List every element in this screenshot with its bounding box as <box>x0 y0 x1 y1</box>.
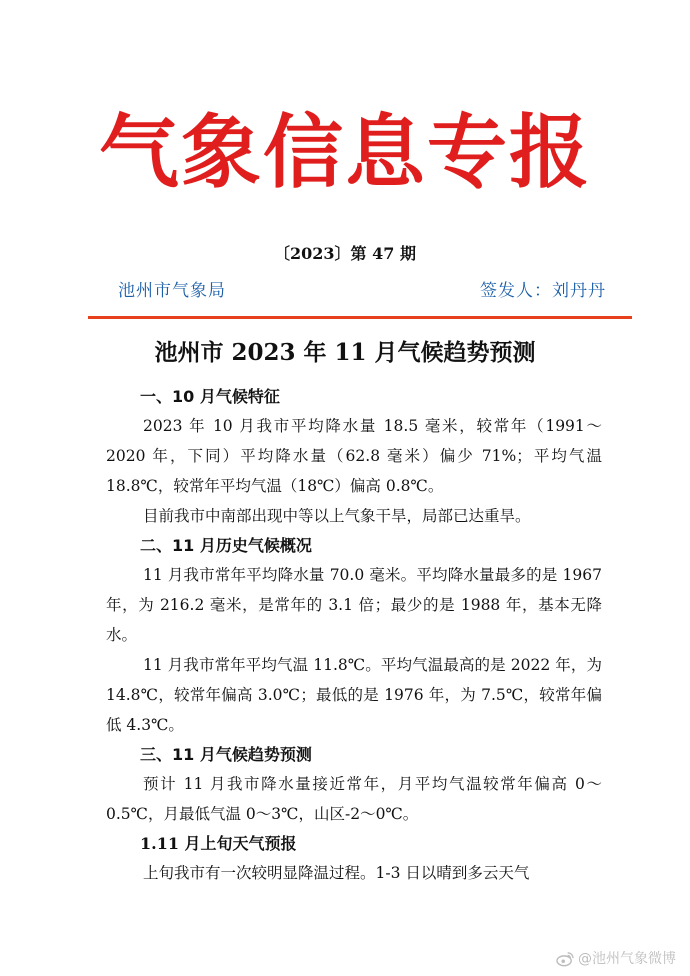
watermark <box>556 950 676 968</box>
paragraph: 上旬我市有一次较明显降温过程。1-3 日以晴到多云天气 <box>143 864 530 882</box>
document-title: 池州市 2023 年 11 月气候趋势预测 <box>154 339 536 366</box>
section-heading: 三、11 月气候趋势预测 <box>140 745 312 764</box>
sub-heading: 1.11 月上旬天气预报 <box>140 834 297 853</box>
header-rule <box>88 316 632 319</box>
paragraph: 11 月我市常年平均降水量 70.0 毫米。平均降水量最多的是 1967 年，为 216.2 毫米，是常年的 3.1 倍；最少的是 1988 年，基本无降水。 <box>106 566 602 644</box>
issue-number: 〔2023〕第 47 期 <box>274 244 416 263</box>
weibo-icon <box>556 951 574 967</box>
section-heading: 二、11 月历史气候概况 <box>140 536 312 555</box>
paragraph: 2023 年 10 月我市平均降水量 18.5 毫米，较常年（1991～2020 年，下同）平均降水量（62.8 毫米）偏少 71%；平均气温 18.8℃，较常年平均气温（18℃）偏高 0.8℃。 <box>106 417 602 495</box>
paragraph: 目前我市中南部出现中等以上气象干旱，局部已达重旱。 <box>143 507 531 525</box>
watermark-text: @池州气象微博 <box>578 951 676 967</box>
section-heading: 一、10 月气候特征 <box>140 387 280 406</box>
document-body <box>106 382 602 888</box>
paragraph: 预计 11 月我市降水量接近常年，月平均气温较常年偏高 0～0.5℃，月最低气温 0～3℃，山区-2～0℃。 <box>106 775 602 823</box>
paragraph: 11 月我市常年平均气温 11.8℃。平均气温最高的是 2022 年，为 14.8℃，较常年偏高 3.0℃；最低的是 1976 年，为 7.5℃，较常年偏低 4.3℃。 <box>106 656 602 734</box>
agency-name: 池州市气象局 <box>118 281 226 301</box>
issuer-name: 签发人：刘丹丹 <box>480 281 606 301</box>
masthead: 气象信息专报 <box>99 105 591 199</box>
